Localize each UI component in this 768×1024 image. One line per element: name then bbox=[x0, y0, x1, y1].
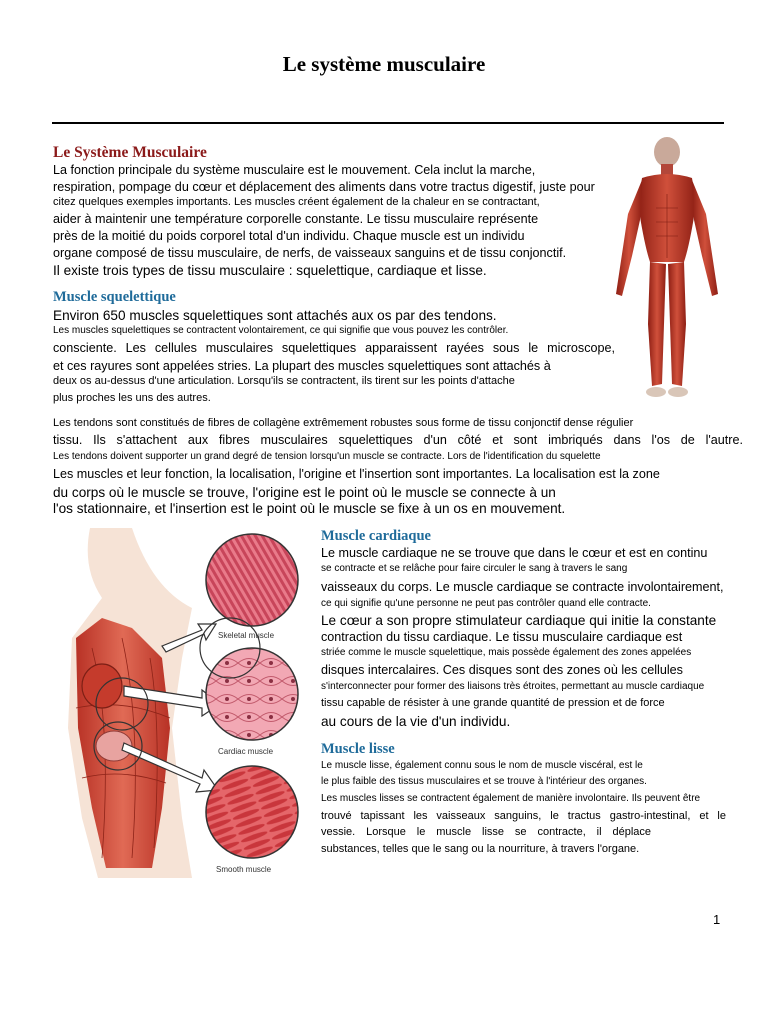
text-line: l'os stationnaire, et l'insertion est le point où le muscle se fixe à un os en mouvement. bbox=[53, 501, 566, 516]
text-line: Le cœur a son propre stimulateur cardiaque qui initie la constante bbox=[321, 613, 717, 628]
text-line: citez quelques exemples importants. Les muscles créent également de la chaleur en se contractant, bbox=[53, 196, 540, 208]
text-line: La fonction principale du système musculaire est le mouvement. Cela inclut la marche, bbox=[53, 163, 536, 177]
text-line: s'interconnecter pour former des liaisons très étroites, permettant au muscle cardiaque bbox=[321, 681, 705, 692]
text-line: Les muscles lisses se contractent également de manière involontaire. Ils peuvent être bbox=[321, 793, 701, 804]
text-line: vessie. Lorsque le muscle lisse se contracte, il déplace bbox=[321, 826, 651, 838]
text-line: plus proches les uns des autres. bbox=[53, 392, 211, 404]
section-heading-systeme: Le Système Musculaire bbox=[53, 144, 207, 161]
text-line: et ces rayures sont appelées stries. La plupart des muscles squelettiques sont attachés à bbox=[53, 359, 551, 373]
muscle-types-illustration bbox=[62, 528, 302, 884]
text-line: le plus faible des tissus musculaires et se trouve à l'intérieur des organes. bbox=[321, 776, 647, 787]
section-heading-cardiaque: Muscle cardiaque bbox=[321, 528, 431, 544]
label-skeletal-muscle: Skeletal muscle bbox=[218, 631, 275, 640]
page-number: 1 bbox=[713, 912, 721, 927]
text-line: Environ 650 muscles squelettiques sont attachés aux os par des tendons. bbox=[53, 308, 497, 323]
text-line: Le muscle cardiaque ne se trouve que dans le cœur et est en continu bbox=[321, 546, 708, 560]
text-line: se contracte et se relâche pour faire circuler le sang à travers le sang bbox=[321, 563, 628, 574]
page-title: Le système musculaire bbox=[282, 52, 486, 76]
text-line: consciente. Les cellules musculaires squelettiques apparaissent rayées sous le microscope, bbox=[53, 341, 615, 355]
text-line: disques intercalaires. Ces disques sont des zones où les cellules bbox=[321, 663, 683, 677]
text-line: tissu capable de résister à une grande quantité de pression et de force bbox=[321, 697, 665, 709]
text-line: près de la moitié du poids corporel total d'un individu. Chaque muscle est un individu bbox=[53, 229, 525, 243]
text-line: organe composé de tissu musculaire, de nerfs, de vaisseaux sanguins et de tissu conjonctif. bbox=[53, 246, 567, 260]
text-line: vaisseaux du corps. Le muscle cardiaque se contracte involontairement, bbox=[321, 580, 724, 594]
label-cardiac-muscle: Cardiac muscle bbox=[218, 747, 274, 756]
text-line: Les tendons doivent supporter un grand degré de tension lorsqu'un muscle se contracte. Lors de l'identification du squelette bbox=[53, 451, 601, 462]
text-line: Il existe trois types de tissu musculaire : squelettique, cardiaque et lisse. bbox=[53, 263, 487, 278]
text-line: du corps où le muscle se trouve, l'origine est le point où le muscle se connecte à un bbox=[53, 485, 556, 500]
text-line: deux os au-dessus d'une articulation. Lorsqu'ils se contractent, ils tirent sur les points d'attache bbox=[53, 375, 515, 387]
muscular-body-illustration bbox=[612, 134, 722, 406]
title-divider bbox=[52, 122, 724, 124]
text-line: aider à maintenir une température corporelle constante. Le tissu musculaire représente bbox=[53, 212, 539, 226]
text-line: Les muscles et leur fonction, la localisation, l'origine et l'insertion sont importantes. La localisation est la zone bbox=[53, 467, 660, 481]
text-line: striée comme le muscle squelettique, mais possède également des zones appelées bbox=[321, 647, 692, 658]
label-smooth-muscle: Smooth muscle bbox=[216, 865, 272, 874]
section-heading-lisse: Muscle lisse bbox=[321, 741, 395, 757]
text-line: trouvé tapissant les vaisseaux sanguins, le tractus gastro-intestinal, et le bbox=[321, 810, 726, 822]
text-line: ce qui signifie qu'une personne ne peut pas contrôler quand elle contracte. bbox=[321, 598, 651, 609]
text-line: respiration, pompage du cœur et déplacement des aliments dans votre tractus digestif, juste pour bbox=[53, 180, 595, 194]
text-line: contraction du tissu cardiaque. Le tissu musculaire cardiaque est bbox=[321, 630, 683, 644]
text-line: Les tendons sont constitués de fibres de collagène extrêmement robustes sous forme de tissu conjonctif dense régulier bbox=[53, 417, 634, 429]
text-line: Le muscle lisse, également connu sous le nom de muscle viscéral, est le bbox=[321, 760, 643, 771]
text-line: au cours de la vie d'un individu. bbox=[321, 714, 511, 729]
text-line: Les muscles squelettiques se contractent volontairement, ce qui signifie que vous pouvez les contrôler. bbox=[53, 325, 509, 336]
text-line: tissu. Ils s'attachent aux fibres musculaires squelettiques d'un côté et sont imbriqués dans l'os de l'autre. bbox=[53, 433, 743, 447]
section-heading-squelettique: Muscle squelettique bbox=[53, 289, 176, 305]
text-line: substances, telles que le sang ou la nourriture, à travers l'organe. bbox=[321, 843, 640, 855]
